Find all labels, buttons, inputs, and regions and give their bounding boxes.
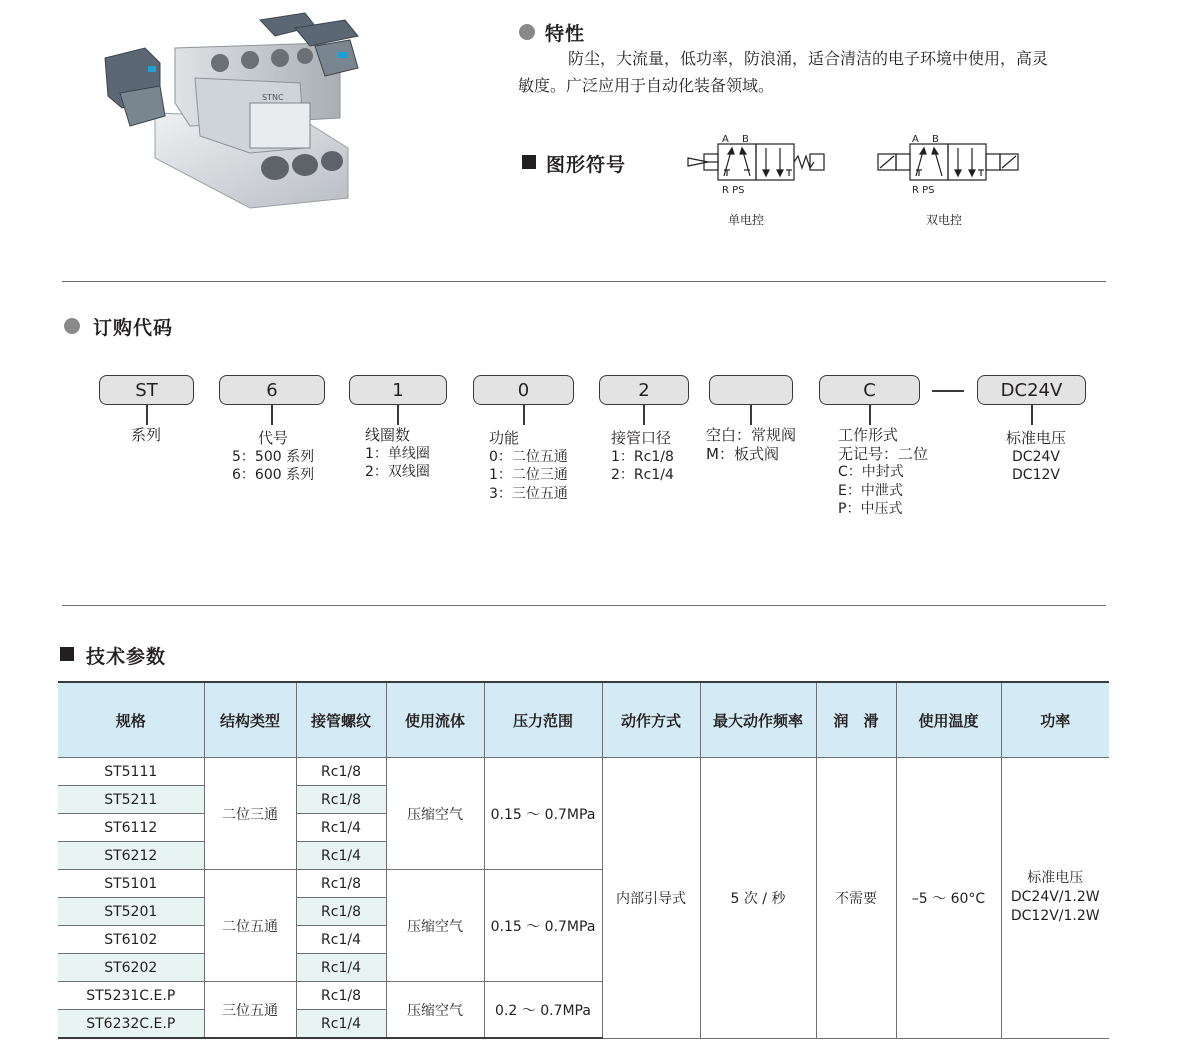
- order-code-heading: 订购代码: [93, 317, 174, 339]
- cell-model: ST6102: [58, 926, 204, 954]
- header-model: 规格: [58, 682, 204, 758]
- spec-table: [58, 681, 1109, 1039]
- code-desc-voltage: 标准电压 DC24V DC12V: [1006, 429, 1067, 483]
- cell-pressure: 0.2 ～ 0.7MPa: [484, 982, 602, 1039]
- header-fluid: 使用流体: [386, 682, 484, 758]
- cell-pressure: 0.15 ～ 0.7MPa: [484, 758, 602, 870]
- cell-thread: Rc1/4: [296, 814, 386, 842]
- code-box-voltage: DC24V: [977, 375, 1086, 405]
- table-row: [58, 758, 1109, 786]
- photo-brand-label: STNC: [262, 93, 284, 102]
- cell-temperature: –5 ～ 60°C: [896, 758, 1001, 1039]
- code-desc-port: 接管口径 1：Rc1/8 2：Rc1/4: [611, 429, 674, 483]
- code-connector-6: [750, 405, 752, 425]
- cell-thread: Rc1/4: [296, 926, 386, 954]
- features-text-line1: 防尘，大流量，低功率，防浪涌，适合清洁的电子环境中使用，高灵: [568, 49, 1049, 68]
- code-box-mode: C: [819, 375, 920, 405]
- cell-thread: Rc1/8: [296, 758, 386, 786]
- cell-model: ST5231C.E.P: [58, 982, 204, 1010]
- header-pressure: 压力范围: [484, 682, 602, 758]
- cell-fluid: 压缩空气: [386, 982, 484, 1039]
- single-solenoid-symbol: [680, 130, 830, 196]
- order-code-bullet: [64, 318, 80, 334]
- code-connector-4: [523, 405, 525, 425]
- code-connector-5: [643, 405, 645, 425]
- cell-thread: Rc1/4: [296, 1010, 386, 1039]
- header-lubrication: 润 滑: [816, 682, 896, 758]
- code-box-port: 2: [599, 375, 689, 405]
- cell-model: ST6232C.E.P: [58, 1010, 204, 1039]
- header-power: 功率: [1001, 682, 1109, 758]
- code-desc-series: 系列: [131, 426, 162, 444]
- features-bullet: [519, 24, 535, 40]
- cell-model: ST6112: [58, 814, 204, 842]
- tech-bullet: [60, 647, 74, 661]
- header-structure: 结构类型: [204, 682, 296, 758]
- cell-action: 内部引导式: [602, 758, 700, 1039]
- code-box-series: ST: [99, 375, 194, 405]
- code-box-type: [709, 375, 793, 405]
- cell-fluid: 压缩空气: [386, 870, 484, 982]
- code-desc-coils: 线圈数 1：单线圈 2：双线圈: [365, 426, 430, 480]
- cell-thread: Rc1/8: [296, 870, 386, 898]
- cell-thread: Rc1/4: [296, 954, 386, 982]
- divider-2: [62, 605, 1106, 606]
- header-thread: 接管螺纹: [296, 682, 386, 758]
- cell-structure: 二位五通: [204, 870, 296, 982]
- cell-thread: Rc1/4: [296, 842, 386, 870]
- tech-heading: 技术参数: [86, 646, 167, 668]
- code-desc-code: 代号 5：500 系列 6：600 系列: [232, 429, 315, 483]
- code-connector-8: [1031, 405, 1033, 425]
- code-connector-3: [397, 405, 399, 425]
- cell-model: ST5211: [58, 786, 204, 814]
- cell-frequency: 5 次 / 秒: [700, 758, 816, 1039]
- cell-thread: Rc1/8: [296, 786, 386, 814]
- code-connector-2: [271, 405, 273, 425]
- code-connector-1: [146, 405, 148, 425]
- header-temperature: 使用温度: [896, 682, 1001, 758]
- spec-header-row: [58, 682, 1109, 758]
- code-box-function: 0: [473, 375, 574, 405]
- product-photo: [100, 8, 362, 210]
- code-dash: [932, 390, 964, 392]
- single-solenoid-caption: 单电控: [728, 213, 765, 227]
- double-solenoid-caption: 双电控: [926, 213, 963, 227]
- cell-structure: 二位三通: [204, 758, 296, 870]
- cell-fluid: 压缩空气: [386, 758, 484, 870]
- double-port-a: A: [912, 134, 919, 145]
- features-text-line2: 敏度。广泛应用于自动化装备领域。: [518, 76, 775, 95]
- cell-structure: 三位五通: [204, 982, 296, 1039]
- cell-thread: Rc1/8: [296, 898, 386, 926]
- code-desc-function: 功能 0：二位五通 1：二位三通 3：三位五通: [489, 429, 568, 502]
- single-port-b: B: [742, 134, 749, 145]
- code-box-coils: 1: [349, 375, 447, 405]
- cell-power: 标准电压 DC24V/1.2W DC12V/1.2W: [1001, 758, 1109, 1039]
- features-heading: 特性: [545, 23, 586, 45]
- header-action: 动作方式: [602, 682, 700, 758]
- double-port-b: B: [932, 134, 939, 145]
- cell-model: ST6212: [58, 842, 204, 870]
- cell-lubrication: 不需要: [816, 758, 896, 1039]
- cell-model: ST5101: [58, 870, 204, 898]
- double-port-rps: R PS: [912, 185, 935, 196]
- cell-model: ST5201: [58, 898, 204, 926]
- double-solenoid-symbol: [872, 130, 1022, 196]
- cell-model: ST5111: [58, 758, 204, 786]
- single-port-a: A: [722, 134, 729, 145]
- code-desc-mode: 工作形式 无记号：二位 C：中封式 E：中泄式 P：中压式: [838, 426, 929, 517]
- single-port-rps: R PS: [722, 185, 745, 196]
- code-box-code: 6: [219, 375, 325, 405]
- symbols-heading: 图形符号: [546, 154, 627, 176]
- cell-thread: Rc1/8: [296, 982, 386, 1010]
- symbols-bullet: [522, 155, 536, 169]
- divider-1: [62, 281, 1106, 282]
- header-frequency: 最大动作频率: [700, 682, 816, 758]
- code-connector-7: [869, 405, 871, 425]
- code-desc-type: 空白：常规阀 M：板式阀: [706, 426, 797, 463]
- cell-model: ST6202: [58, 954, 204, 982]
- cell-pressure: 0.15 ～ 0.7MPa: [484, 870, 602, 982]
